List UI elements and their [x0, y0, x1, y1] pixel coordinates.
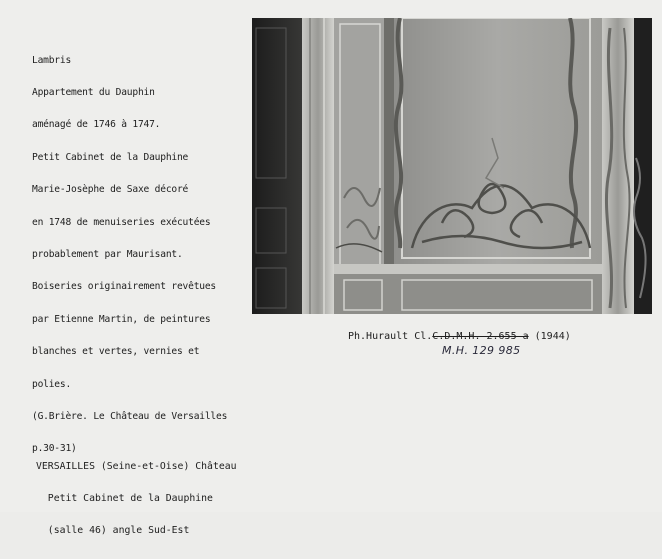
notes-line: probablement par Maurisant.	[32, 248, 183, 260]
caption-line: VERSAILLES (Seine-et-Oise) Château	[36, 460, 237, 472]
paneling-photograph	[252, 18, 652, 314]
notes-line: en 1748 de menuiseries exécutées	[32, 216, 211, 228]
notes-line: Appartement du Dauphin	[32, 86, 155, 98]
location-caption	[36, 440, 276, 559]
photo-credit	[348, 331, 571, 342]
credit-struck-reference: C.D.M.H. 2.655 a	[432, 331, 529, 342]
paneling-photo-image	[252, 18, 652, 314]
notes-line: par Etienne Martin, de peintures	[32, 313, 211, 325]
notes-line: p.30-31)	[32, 443, 77, 455]
notes-line: aménagé de 1746 à 1747.	[32, 119, 161, 131]
notes-line: polies.	[32, 378, 72, 390]
notes-line: blanches et vertes, vernies et	[32, 346, 200, 358]
credit-year: (1944)	[528, 331, 571, 342]
notes-line: (G.Brière. Le Château de Versailles	[32, 410, 228, 422]
caption-line: Petit Cabinet de la Dauphine	[36, 492, 213, 504]
description-notes	[32, 34, 254, 477]
caption-line: (salle 46) angle Sud-Est	[36, 525, 190, 537]
notes-line: Lambris	[32, 54, 72, 66]
notes-line: Petit Cabinet de la Dauphine	[32, 151, 189, 163]
credit-prefix: Ph.Hurault Cl.	[348, 331, 433, 342]
handwritten-reference: M.H. 129 985	[442, 344, 521, 357]
notes-line: Marie-Josèphe de Saxe décoré	[32, 184, 189, 196]
notes-line: Boiseries originairement revêtues	[32, 281, 217, 293]
